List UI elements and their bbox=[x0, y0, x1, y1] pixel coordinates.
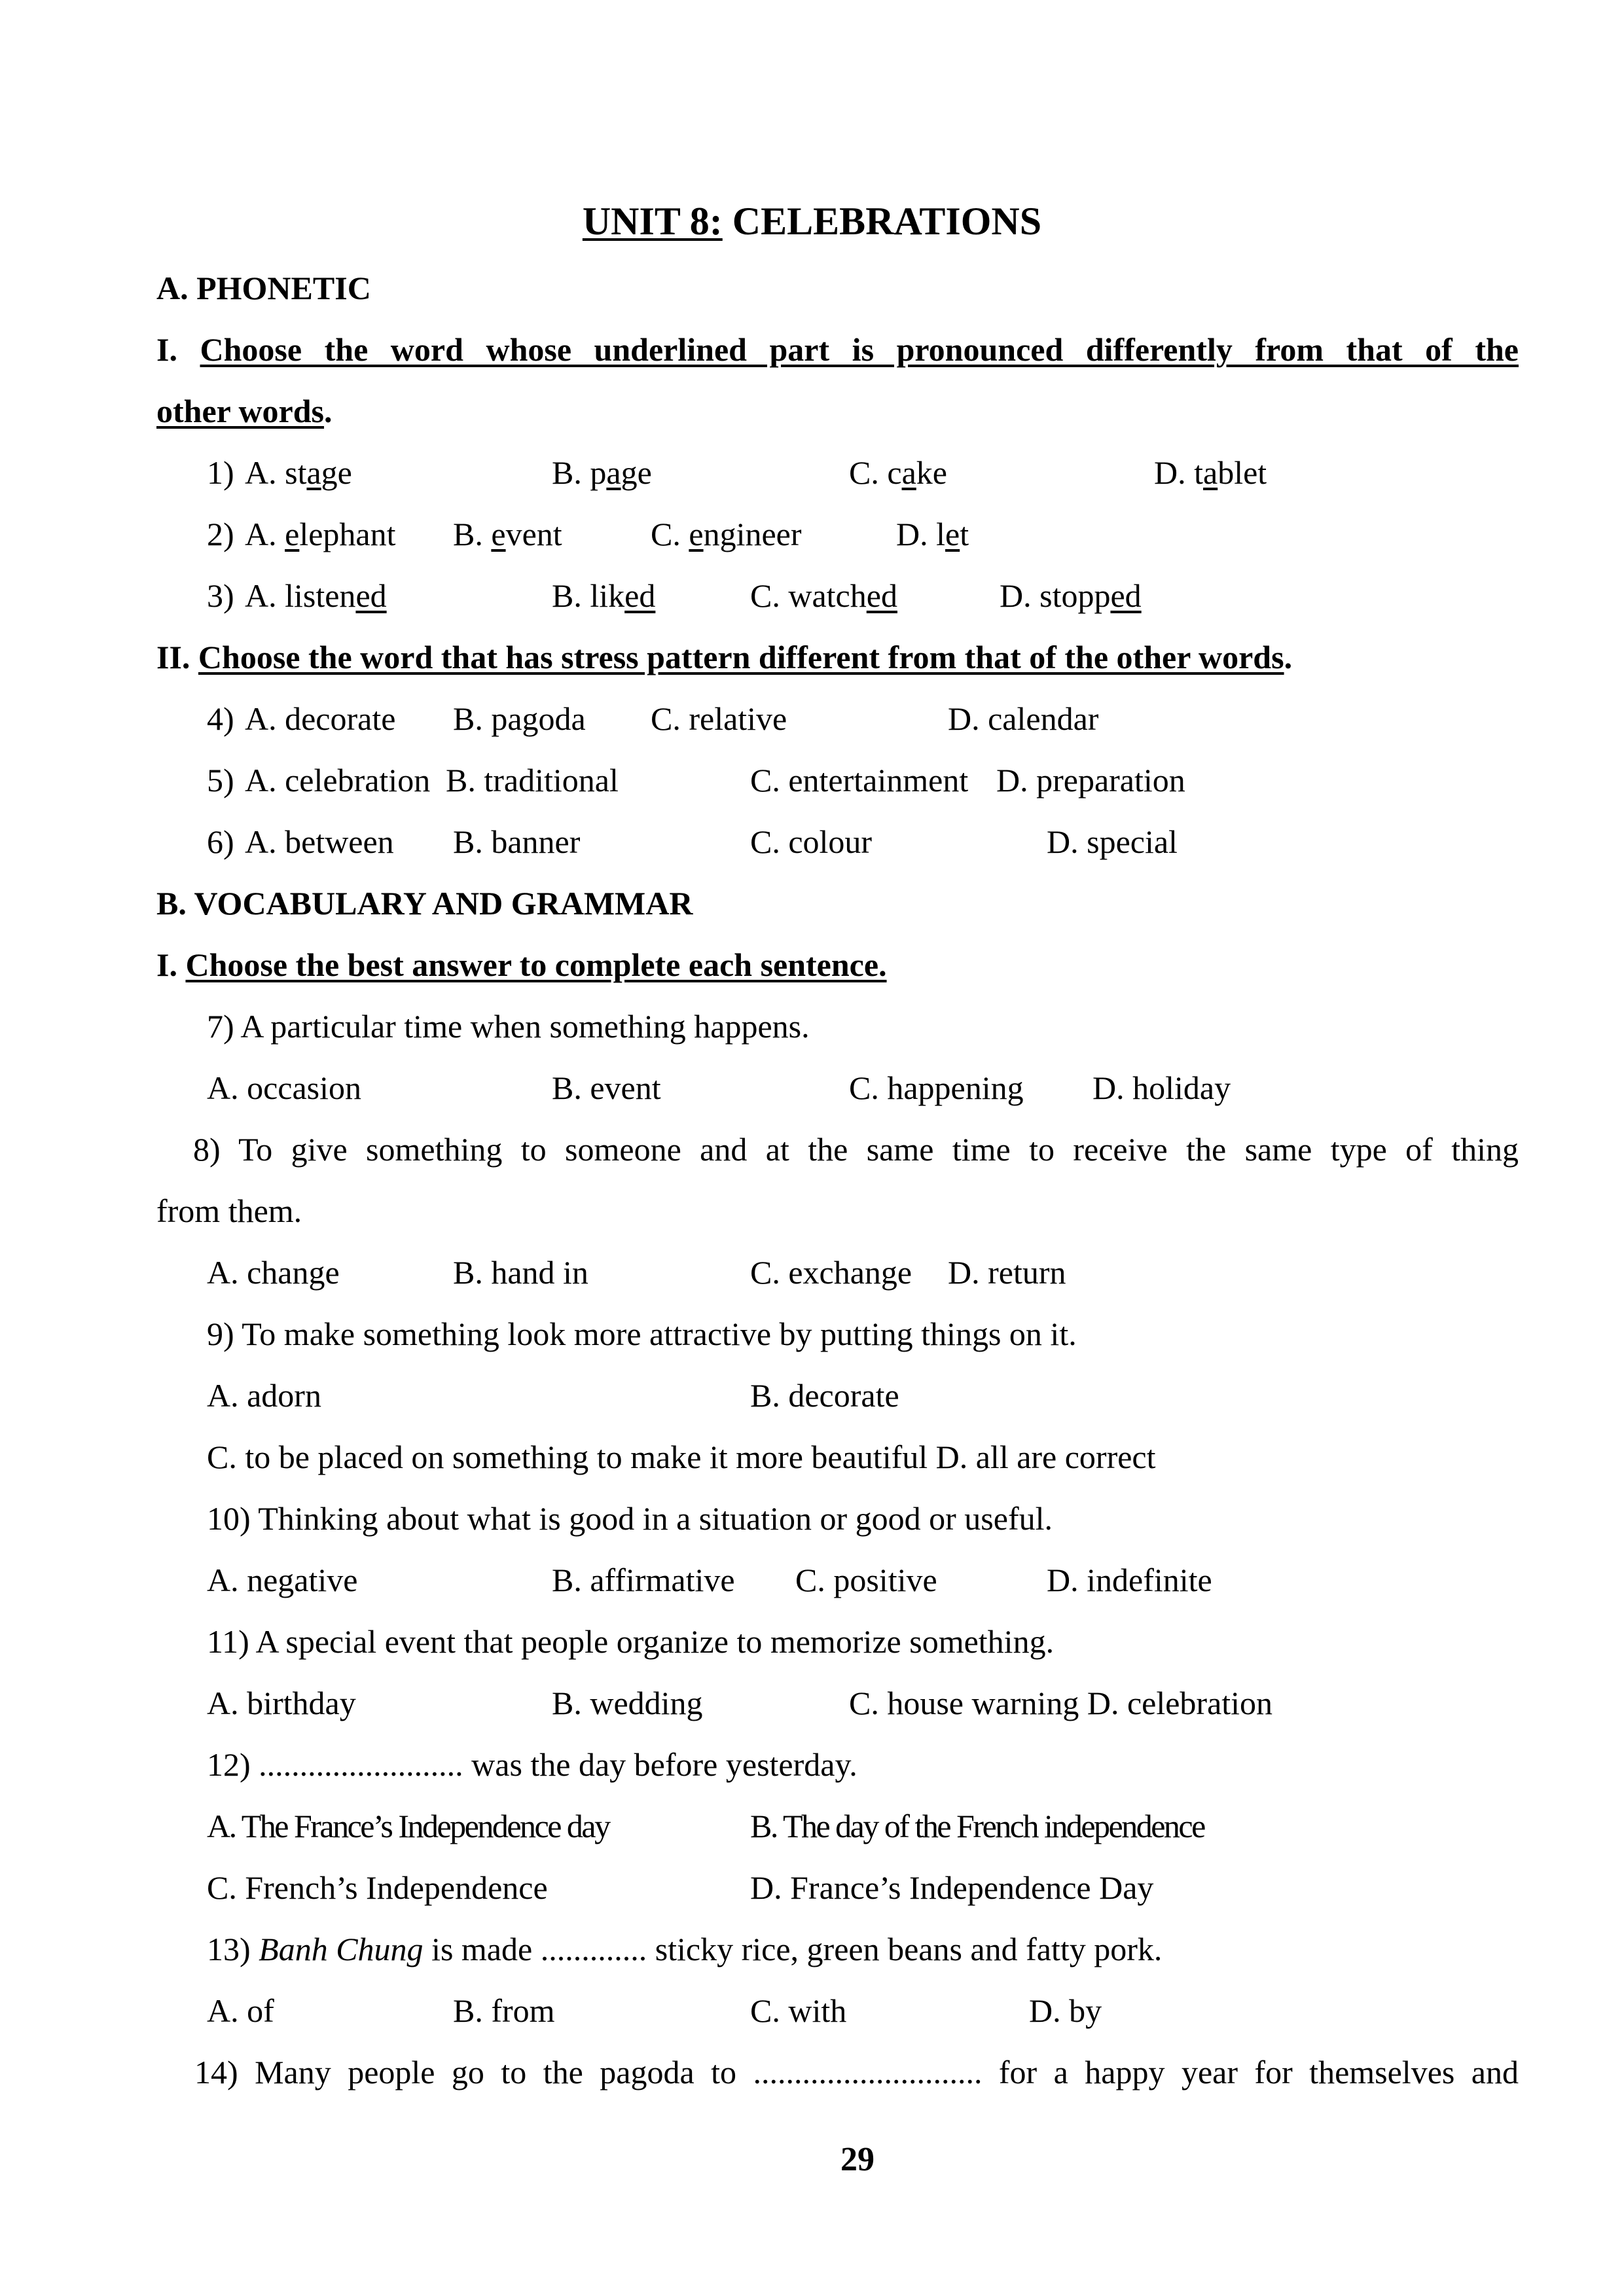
option-a[interactable]: A. birthday bbox=[207, 1685, 356, 1721]
option-d[interactable]: D. calendar bbox=[948, 700, 1099, 737]
question-7-options bbox=[156, 1065, 1519, 1111]
instruction-pronunciation bbox=[156, 327, 1519, 372]
question-5 bbox=[156, 757, 1519, 803]
section-heading-vocabulary: B. VOCABULARY AND GRAMMAR bbox=[156, 885, 693, 922]
question-9-stem bbox=[156, 1311, 1519, 1357]
instruction-best-answer bbox=[156, 942, 1519, 988]
question-text: 13) Banh Chung is made ............. sticky rice, green beans and fatty pork. bbox=[207, 1931, 1163, 1967]
option-a[interactable]: A. negative bbox=[207, 1562, 358, 1598]
question-number: 6) bbox=[207, 823, 234, 860]
question-text: 10) Thinking about what is good in a situation or good or useful. bbox=[207, 1500, 1053, 1537]
question-6 bbox=[156, 819, 1519, 865]
question-8-stem: 8) To give something to someone and at the same time to receive the same type of thing bbox=[193, 1131, 1519, 1168]
part-number: I. bbox=[156, 946, 177, 983]
option-b[interactable]: B. decorate bbox=[750, 1377, 899, 1414]
option-c[interactable]: C. relative bbox=[651, 700, 787, 737]
part-number: I. bbox=[156, 331, 177, 368]
option-c[interactable]: C. engineer bbox=[651, 516, 802, 552]
question-number: 1) bbox=[207, 454, 234, 491]
question-text: 7) A particular time when something happens. bbox=[207, 1008, 810, 1045]
option-a[interactable]: A. decorate bbox=[245, 700, 396, 737]
page-number: 29 bbox=[840, 2141, 875, 2178]
option-c[interactable]: C. exchange bbox=[750, 1254, 912, 1291]
question-number: 5) bbox=[207, 762, 234, 798]
question-text: 9) To make something look more attractive by putting things on it. bbox=[207, 1316, 1077, 1352]
option-a[interactable]: A. listened bbox=[245, 577, 387, 614]
question-8-stem-cont: from them. bbox=[156, 1193, 302, 1229]
option-c[interactable]: C. happening bbox=[849, 1069, 1024, 1106]
question-11-options bbox=[156, 1680, 1519, 1726]
question-13-stem bbox=[156, 1926, 1519, 1972]
option-a[interactable]: A. celebration bbox=[245, 762, 431, 798]
question-number: 4) bbox=[207, 700, 234, 737]
option-c[interactable]: C. entertainment bbox=[750, 762, 969, 798]
question-11-stem bbox=[156, 1619, 1519, 1664]
dish-name: Banh Chung bbox=[259, 1931, 424, 1967]
option-b[interactable]: B. liked bbox=[552, 577, 656, 614]
question-1 bbox=[156, 450, 1519, 495]
option-c-d[interactable]: C. to be placed on something to make it more beautiful D. all are correct bbox=[207, 1439, 1156, 1475]
question-12-options bbox=[156, 1803, 1519, 1849]
question-13-options bbox=[156, 1988, 1519, 2034]
option-d[interactable]: D. let bbox=[896, 516, 969, 552]
option-c[interactable]: C. positive bbox=[795, 1562, 937, 1598]
unit-number: UNIT 8: bbox=[582, 200, 723, 243]
option-b[interactable]: B. from bbox=[453, 1992, 555, 2029]
question-10-stem bbox=[156, 1496, 1519, 1541]
instruction-stress bbox=[156, 634, 1519, 680]
option-d[interactable]: D. preparation bbox=[996, 762, 1185, 798]
option-b[interactable]: B. event bbox=[552, 1069, 661, 1106]
option-b[interactable]: B. affirmative bbox=[552, 1562, 735, 1598]
part-number: II. bbox=[156, 639, 190, 675]
option-a[interactable]: A. change bbox=[207, 1254, 340, 1291]
unit-name: CELEBRATIONS bbox=[722, 200, 1042, 243]
instruction-text: Choose the best answer to complete each sentence. bbox=[185, 946, 887, 983]
question-number: 3) bbox=[207, 577, 234, 614]
question-number: 2) bbox=[207, 516, 234, 552]
instruction-pronunciation-cont bbox=[156, 388, 1519, 434]
question-text: 12) ......................... was the day before yesterday. bbox=[207, 1746, 857, 1783]
question-4 bbox=[156, 696, 1519, 742]
section-heading-phonetic: A. PHONETIC bbox=[156, 270, 371, 306]
option-c[interactable]: C. with bbox=[750, 1992, 847, 2029]
question-14-stem: 14) Many people go to the pagoda to ............................ for a happy year for themselves and bbox=[194, 2054, 1519, 2090]
option-b[interactable]: B. traditional bbox=[446, 762, 619, 798]
question-10-options bbox=[156, 1557, 1519, 1603]
question-7-stem bbox=[156, 1003, 1519, 1049]
option-a[interactable]: A. between bbox=[245, 823, 394, 860]
option-b[interactable]: B. wedding bbox=[552, 1685, 703, 1721]
question-text: 11) A special event that people organize to memorize something. bbox=[207, 1623, 1055, 1660]
question-9-options-cont bbox=[156, 1434, 1519, 1480]
option-d[interactable]: D. stopped bbox=[1000, 577, 1142, 614]
option-c[interactable]: C. cake bbox=[849, 454, 947, 491]
question-3 bbox=[156, 573, 1519, 619]
period: . bbox=[324, 393, 333, 429]
question-12-options-cont bbox=[156, 1865, 1519, 1910]
instruction-text: other words bbox=[156, 393, 325, 429]
option-a[interactable]: A. stage bbox=[245, 454, 352, 491]
option-c[interactable]: C. colour bbox=[750, 823, 873, 860]
option-b[interactable]: B. hand in bbox=[453, 1254, 588, 1291]
page-title bbox=[0, 198, 1624, 244]
option-b[interactable]: B. event bbox=[453, 516, 562, 552]
period: . bbox=[1284, 639, 1293, 675]
option-b[interactable]: B. pagoda bbox=[453, 700, 586, 737]
option-d[interactable]: D. return bbox=[948, 1254, 1066, 1291]
option-d[interactable]: D. by bbox=[1029, 1992, 1102, 2029]
instruction-text: Choose the word whose underlined part is pronounced differently from that of the bbox=[200, 331, 1519, 368]
option-b[interactable]: B. page bbox=[552, 454, 652, 491]
option-a[interactable]: A. occasion bbox=[207, 1069, 362, 1106]
option-a[interactable]: A. of bbox=[207, 1992, 274, 2029]
option-a[interactable]: A. The France’s Independence day bbox=[207, 1808, 609, 1844]
question-12-stem bbox=[156, 1742, 1519, 1787]
option-d[interactable]: D. holiday bbox=[1092, 1069, 1231, 1106]
option-a[interactable]: A. adorn bbox=[207, 1377, 321, 1414]
option-d[interactable]: D. tablet bbox=[1154, 454, 1267, 491]
option-b[interactable]: B. banner bbox=[453, 823, 581, 860]
option-c-d[interactable]: C. house warning D. celebration bbox=[849, 1685, 1273, 1721]
option-d[interactable]: D. special bbox=[1047, 823, 1178, 860]
option-d[interactable]: D. indefinite bbox=[1047, 1562, 1212, 1598]
question-9-options bbox=[156, 1372, 1519, 1418]
option-d[interactable]: D. France’s Independence Day bbox=[750, 1869, 1154, 1906]
option-c[interactable]: C. French’s Independence bbox=[207, 1869, 548, 1906]
instruction-text: Choose the word that has stress pattern different from that of the other words bbox=[198, 639, 1284, 675]
question-8-options bbox=[156, 1249, 1519, 1295]
option-c[interactable]: C. watched bbox=[750, 577, 897, 614]
option-a[interactable]: A. elephant bbox=[245, 516, 396, 552]
question-2 bbox=[156, 511, 1519, 557]
option-b[interactable]: B. The day of the French independence bbox=[750, 1808, 1204, 1844]
